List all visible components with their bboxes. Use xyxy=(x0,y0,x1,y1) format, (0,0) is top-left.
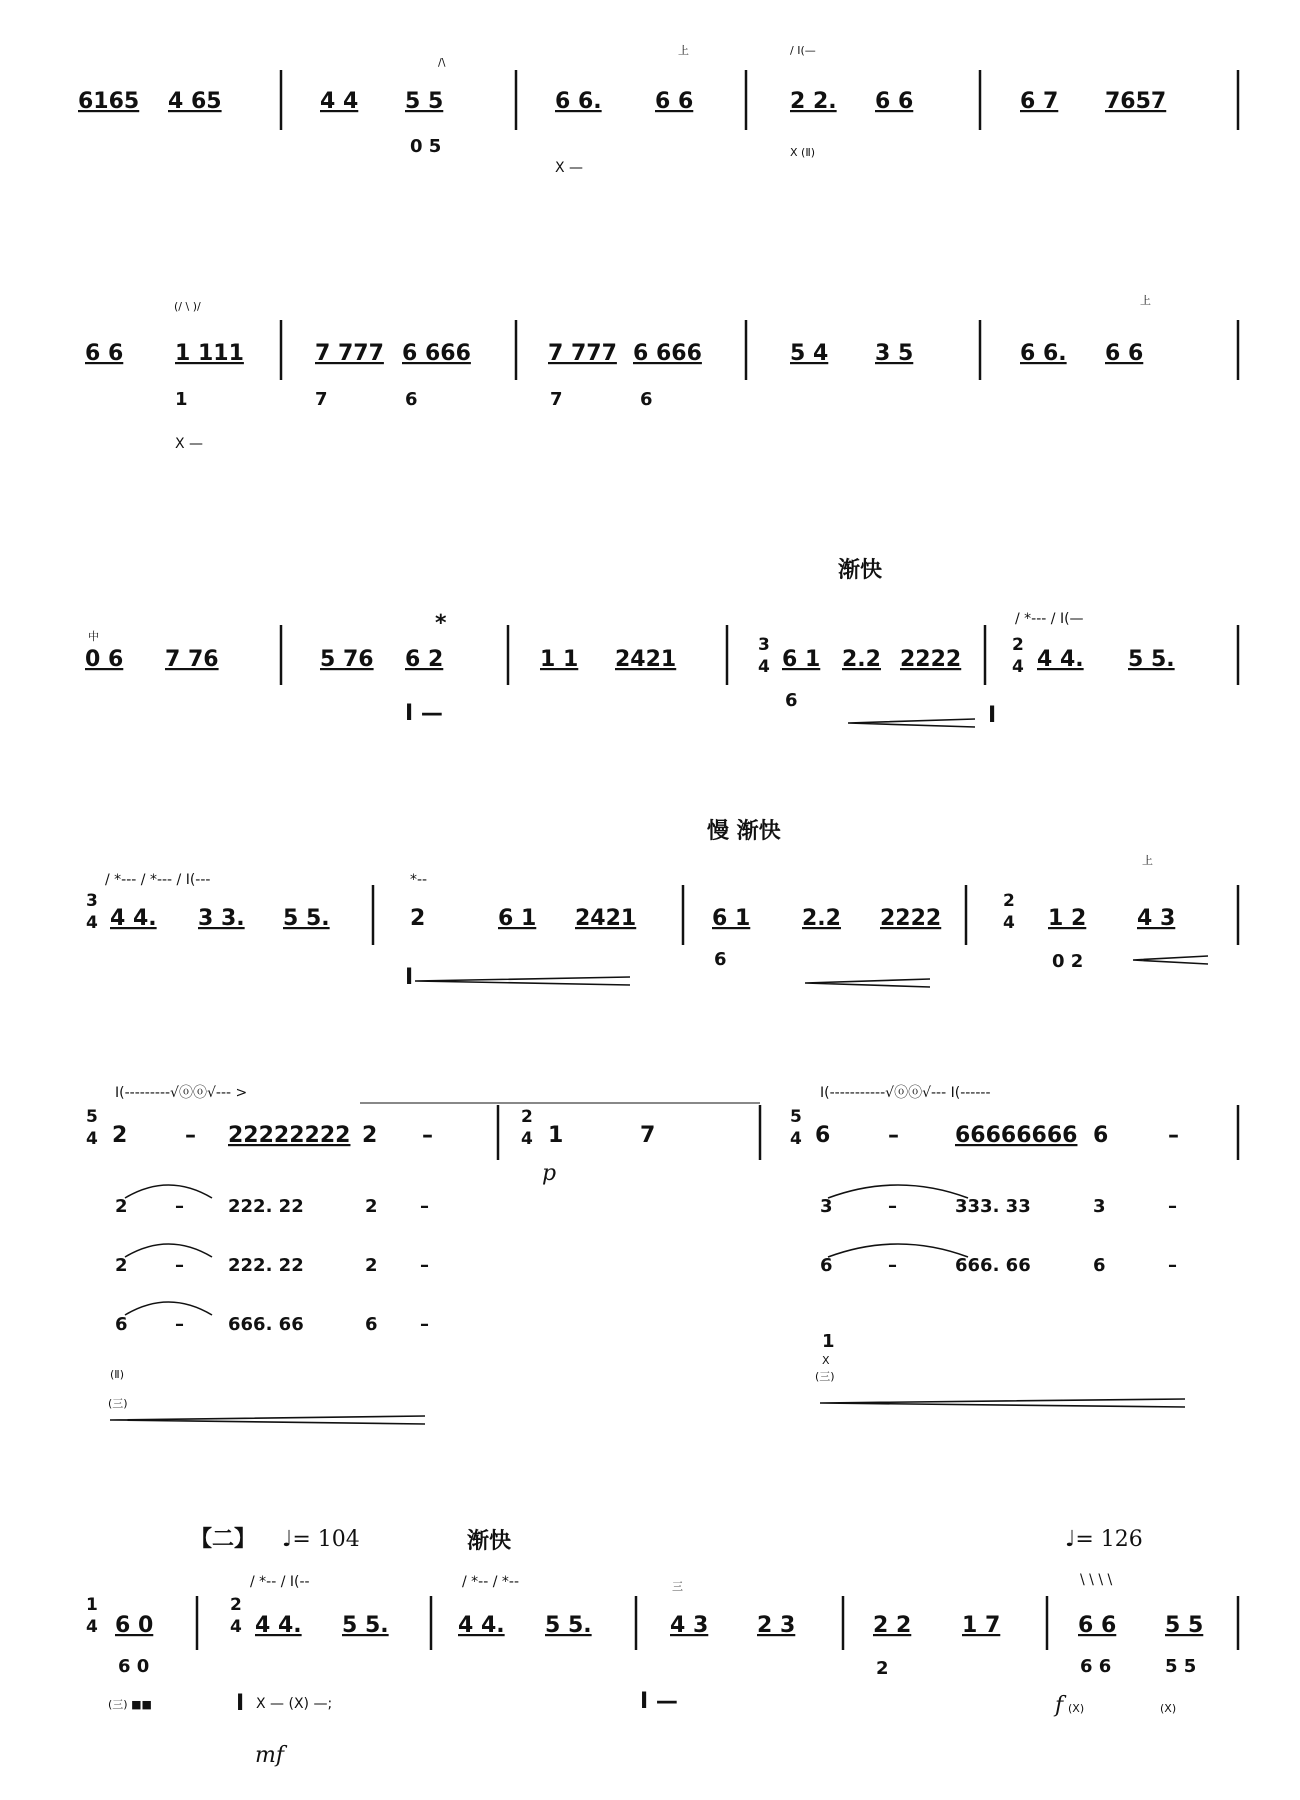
notation-text: 2.2 xyxy=(802,906,841,931)
hairpin xyxy=(415,977,630,985)
notation-text: 1 xyxy=(86,1595,98,1615)
notation-text: 4 xyxy=(86,1617,98,1637)
notation-text: 7 76 xyxy=(165,647,219,672)
notation-text: 5 5. xyxy=(545,1613,592,1638)
notation-text: 6 0 xyxy=(118,1656,150,1677)
notation-text: 2 xyxy=(1012,635,1024,655)
notation-text: 4 3 xyxy=(670,1613,709,1638)
notation-text: – xyxy=(420,1196,429,1217)
notation-text: 【二】 xyxy=(190,1527,257,1552)
notation-text: 1 xyxy=(548,1123,564,1148)
notation-text: 6 xyxy=(1093,1123,1109,1148)
notation-text: 5 xyxy=(790,1107,802,1127)
notation-text: 7 xyxy=(550,389,563,410)
notation-text: 3 xyxy=(758,635,770,655)
slur xyxy=(125,1302,212,1315)
notation-text: 三 xyxy=(672,1580,683,1593)
notation-text: 4 xyxy=(230,1617,242,1637)
notation-text: (三) xyxy=(108,1397,128,1410)
notation-text: – xyxy=(1168,1196,1177,1217)
notation-text: X — xyxy=(175,436,204,452)
notation-text: – xyxy=(422,1123,433,1148)
notation-text: 5 5 xyxy=(1165,1613,1204,1638)
notation-text: 4 xyxy=(1003,913,1015,933)
notation-text: 4 xyxy=(1012,657,1024,677)
notation-text: 6 1 xyxy=(712,906,751,931)
notation-text: 2 xyxy=(112,1123,128,1148)
notation-text: 666. 66 xyxy=(955,1255,1031,1276)
notation-text: 6 xyxy=(365,1314,378,1335)
notation-text: / *-- / I(-- xyxy=(250,1574,310,1590)
notation-text: 6 xyxy=(405,389,418,410)
notation-text: 4 xyxy=(758,657,770,677)
notation-text: 6 xyxy=(115,1314,128,1335)
slur xyxy=(828,1185,968,1198)
notation-text: 222. 22 xyxy=(228,1196,304,1217)
notation-text: 6 xyxy=(1093,1255,1106,1276)
notation-text: 1 2 xyxy=(1048,906,1087,931)
hairpin xyxy=(848,719,975,727)
notation-text: 5 76 xyxy=(320,647,374,672)
notation-text: 7 xyxy=(315,389,328,410)
notation-text: 5 5 xyxy=(405,89,444,114)
notation-text: 5 5. xyxy=(283,906,330,931)
notation-text: 7 xyxy=(640,1123,656,1148)
notation-text: (三) xyxy=(815,1370,835,1383)
notation-text: 2 xyxy=(230,1595,242,1615)
notation-text: 1 xyxy=(822,1331,835,1352)
notation-text: 66666666 xyxy=(955,1123,1078,1148)
notation-text: I — xyxy=(405,701,443,726)
notation-text: \ \ \ \ xyxy=(1080,1572,1113,1588)
notation-text: 5 5 xyxy=(1165,1656,1197,1677)
notation-text: 7 777 xyxy=(315,341,384,366)
notation-text: (/ \ )/ xyxy=(174,300,201,313)
notation-text: 2222 xyxy=(880,906,942,931)
notation-text: p xyxy=(542,1161,557,1186)
notation-text: 4 xyxy=(86,1129,98,1149)
notation-text: 2421 xyxy=(615,647,677,672)
notation-text: 2 xyxy=(1003,891,1015,911)
notation-text: 6 6 xyxy=(655,89,694,114)
notation-text: / *--- / I(— xyxy=(1015,611,1084,627)
notation-text: 1 111 xyxy=(175,341,244,366)
notation-text: I(-----------√ⓞⓞ√--- I(------ xyxy=(820,1085,991,1101)
notation-text: 4 xyxy=(790,1129,802,1149)
notation-text: 4 3 xyxy=(1137,906,1176,931)
notation-text: 6 6 xyxy=(1105,341,1144,366)
notation-text: / *-- / *-- xyxy=(462,1574,519,1590)
notation-text: 6 xyxy=(640,389,653,410)
notation-text: 3 5 xyxy=(875,341,914,366)
notation-text: 6 6 xyxy=(85,341,124,366)
notation-text: 1 xyxy=(175,389,188,410)
hairpin xyxy=(805,979,930,987)
notation-text: 6 xyxy=(815,1123,831,1148)
notation-text: (X) xyxy=(1068,1702,1085,1715)
notation-text: 2222 xyxy=(900,647,962,672)
notation-text: X (Ⅱ) xyxy=(790,146,816,159)
notation-text: – xyxy=(185,1123,196,1148)
notation-text: – xyxy=(1168,1123,1179,1148)
notation-text: – xyxy=(1168,1255,1177,1276)
notation-text: 0 6 xyxy=(85,647,124,672)
notation-text: 2 2 xyxy=(873,1613,912,1638)
notation-text: 2 2. xyxy=(790,89,837,114)
notation-text: mf xyxy=(255,1743,285,1768)
notation-text: 333. 33 xyxy=(955,1196,1031,1217)
notation-text: 3 xyxy=(86,891,98,911)
notation-text: – xyxy=(175,1255,184,1276)
notation-text: 2 xyxy=(521,1107,533,1127)
notation-text: 6 666 xyxy=(402,341,471,366)
notation-text: 4 4. xyxy=(1037,647,1084,672)
notation-text: 0 2 xyxy=(1052,951,1084,972)
notation-text: 2 xyxy=(115,1196,128,1217)
notation-text: / I(— xyxy=(790,44,816,57)
notation-text: 6 xyxy=(714,949,727,970)
notation-text: 3 3. xyxy=(198,906,245,931)
notation-text: I — xyxy=(640,1689,678,1714)
notation-text: 渐快 xyxy=(467,1529,512,1554)
notation-text: 6 1 xyxy=(782,647,821,672)
notation-text: I xyxy=(405,965,414,990)
notation-text: 渐快 xyxy=(838,558,883,583)
notation-text: 1 7 xyxy=(962,1613,1001,1638)
notation-text: 5 xyxy=(86,1107,98,1127)
notation-text: 2 xyxy=(365,1196,378,1217)
notation-text: 4 xyxy=(521,1129,533,1149)
slur xyxy=(125,1244,212,1257)
notation-text: 6165 xyxy=(78,89,140,114)
notation-text: 22222222 xyxy=(228,1123,351,1148)
notation-text: 6 2 xyxy=(405,647,444,672)
notation-text: 4 65 xyxy=(168,89,222,114)
notation-text: 5 5. xyxy=(342,1613,389,1638)
notation-text: I xyxy=(236,1691,245,1716)
notation-text: 2 xyxy=(362,1123,378,1148)
notation-text: – xyxy=(420,1314,429,1335)
notation-text: I xyxy=(988,703,997,728)
notation-text: 6 6. xyxy=(1020,341,1067,366)
notation-text: 6 7 xyxy=(1020,89,1059,114)
notation-text: 中 xyxy=(88,630,99,643)
notation-text: 0 5 xyxy=(410,136,442,157)
notation-text: 2 xyxy=(115,1255,128,1276)
notation-text: I(---------√ⓞⓞ√--- > xyxy=(115,1085,248,1101)
slur xyxy=(125,1185,212,1198)
notation-text: 上 xyxy=(1142,854,1153,867)
notation-text: 7 777 xyxy=(548,341,617,366)
hairpin xyxy=(820,1399,1185,1407)
notation-text: 2421 xyxy=(575,906,637,931)
notation-text: 4 xyxy=(86,913,98,933)
notation-text: 上 xyxy=(678,44,689,57)
notation-text: X — (X) —; xyxy=(256,1696,333,1712)
notation-text: 5 4 xyxy=(790,341,829,366)
notation-text: – xyxy=(888,1123,899,1148)
hairpin xyxy=(110,1416,425,1424)
notation-text: 7657 xyxy=(1105,89,1167,114)
notation-text: (三) ■■ xyxy=(108,1698,152,1711)
notation-text: X xyxy=(822,1354,830,1367)
notation-text: ♩= 126 xyxy=(1065,1527,1143,1552)
notation-text: 2 xyxy=(876,1658,889,1679)
notation-text: 2 xyxy=(410,906,426,931)
notation-text: 6 6 xyxy=(1078,1613,1117,1638)
notation-text: 2 3 xyxy=(757,1613,796,1638)
notation-text: 3 xyxy=(820,1196,833,1217)
notation-text: 3 xyxy=(1093,1196,1106,1217)
hairpin xyxy=(1133,956,1208,964)
notation-text: 4 4. xyxy=(110,906,157,931)
notation-text: 6 666 xyxy=(633,341,702,366)
notation-text: 222. 22 xyxy=(228,1255,304,1276)
notation-text: ♩= 104 xyxy=(282,1527,360,1552)
notation-text: 6 0 xyxy=(115,1613,154,1638)
notation-text: 6 xyxy=(785,690,798,711)
notation-text: 6 6 xyxy=(875,89,914,114)
notation-text: 6 6 xyxy=(1080,1656,1112,1677)
notation-text: 1 1 xyxy=(540,647,579,672)
notation-text: * xyxy=(435,611,447,636)
notation-text: 上 xyxy=(1140,294,1151,307)
notation-text: – xyxy=(175,1314,184,1335)
notation-text: 6 1 xyxy=(498,906,537,931)
notation-text: X — xyxy=(555,160,584,176)
notation-text: 2.2 xyxy=(842,647,881,672)
notation-text: – xyxy=(175,1196,184,1217)
notation-text: – xyxy=(888,1196,897,1217)
notation-text: 2 xyxy=(365,1255,378,1276)
notation-text: *-- xyxy=(410,872,428,888)
notation-text: / *--- / *--- / I(--- xyxy=(105,872,211,888)
notation-text: 慢 渐快 xyxy=(707,819,781,844)
notation-text: 5 5. xyxy=(1128,647,1175,672)
notation-text: 4 4 xyxy=(320,89,359,114)
notation-text: (X) xyxy=(1160,1702,1177,1715)
notation-text: 4 4. xyxy=(458,1613,505,1638)
slur xyxy=(828,1244,968,1257)
notation-text: 666. 66 xyxy=(228,1314,304,1335)
notation-text: (Ⅱ) xyxy=(110,1368,124,1381)
notation-text: 6 6. xyxy=(555,89,602,114)
notation-text: – xyxy=(888,1255,897,1276)
notation-text: /\ xyxy=(438,56,446,69)
notation-text: – xyxy=(420,1255,429,1276)
notation-text: 6 xyxy=(820,1255,833,1276)
notation-text: f xyxy=(1055,1693,1064,1718)
notation-text: 4 4. xyxy=(255,1613,302,1638)
